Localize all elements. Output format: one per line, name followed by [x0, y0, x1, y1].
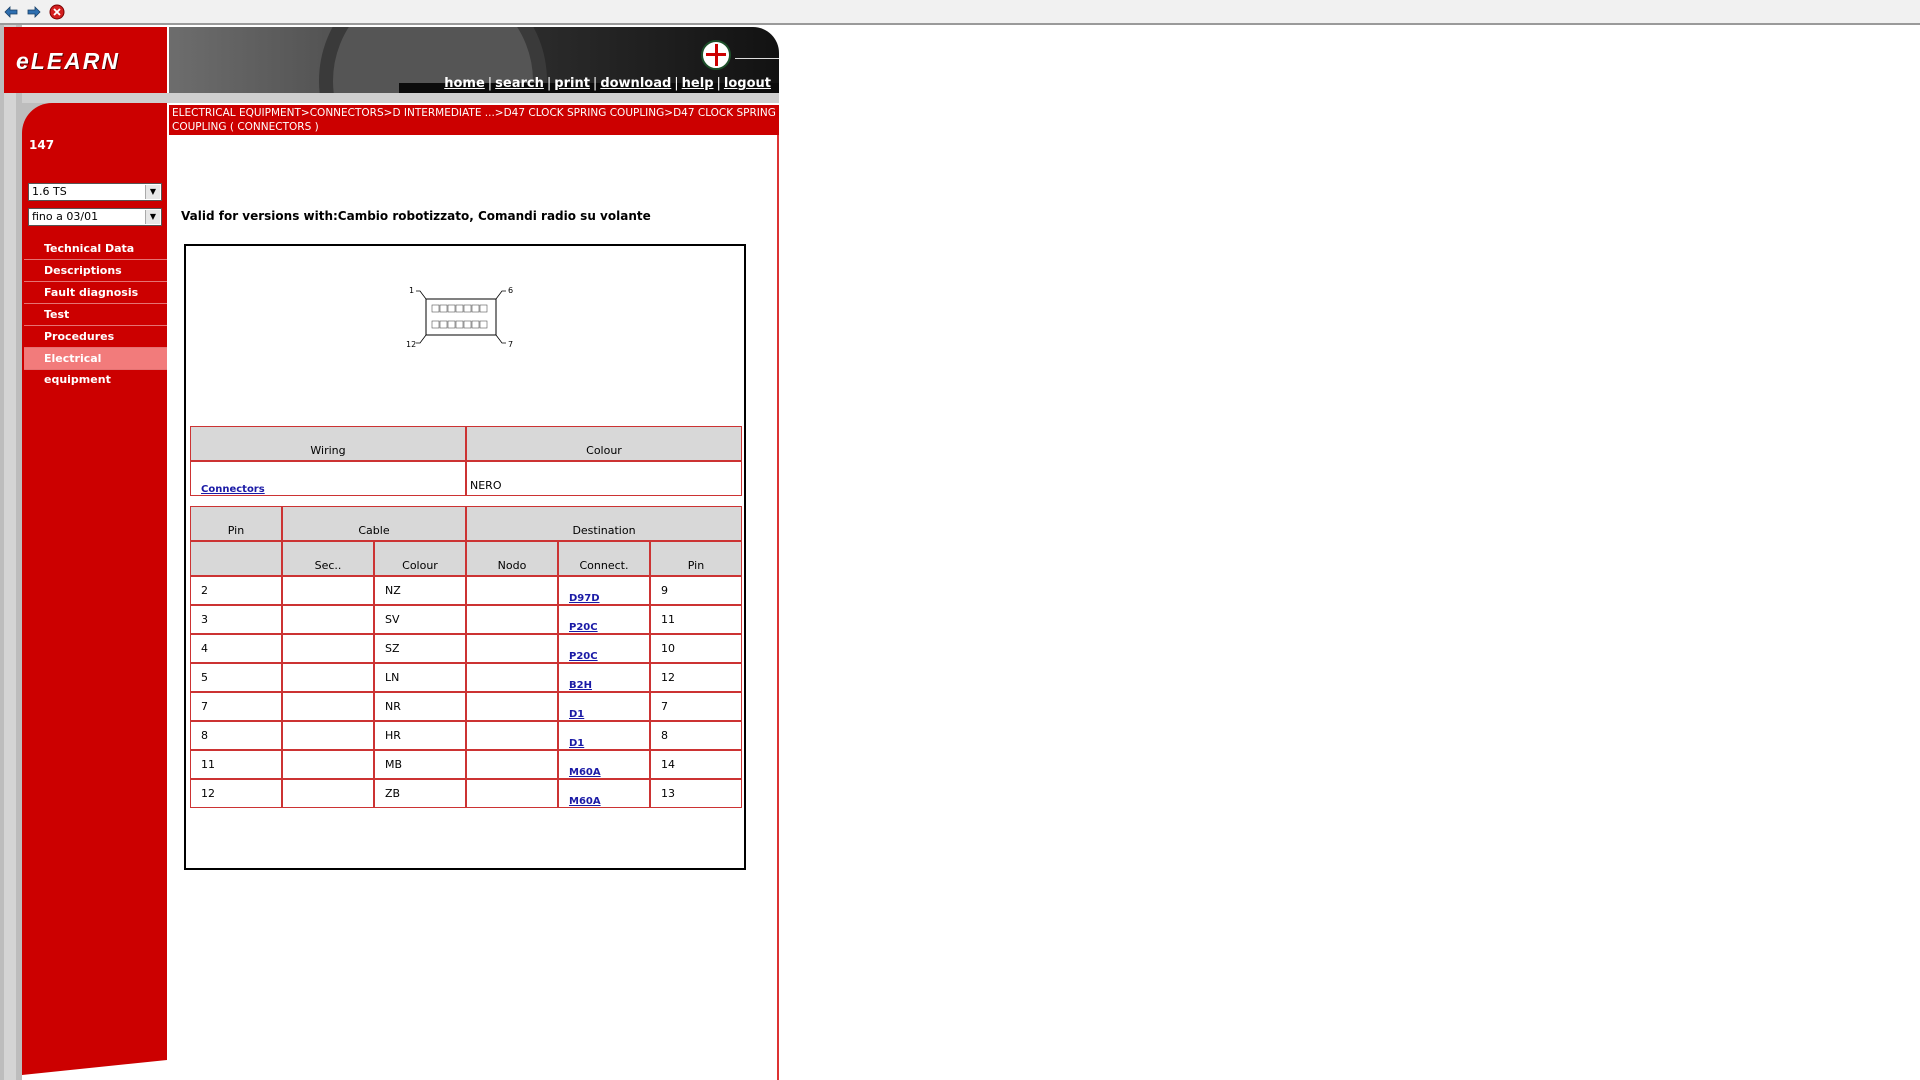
validity-text: Valid for versions with:Cambio robotizzato, Comandi radio su volante: [181, 209, 651, 223]
wiring-cell: [190, 461, 466, 496]
table-row: [190, 692, 742, 721]
wiring-colour-cell: NERO: [466, 461, 742, 496]
header-divider: [22, 93, 779, 103]
sidebar-curve: [22, 103, 167, 137]
sidebar-menu: [24, 238, 167, 386]
colour-cell: HR: [374, 721, 466, 750]
dest-pin-cell: 10: [650, 634, 742, 663]
colour-cell: NR: [374, 692, 466, 721]
connector-link[interactable]: D1: [569, 738, 585, 749]
nav-separator: |: [546, 76, 552, 91]
colour-header: Colour: [466, 426, 742, 461]
table-row: [190, 750, 742, 779]
colour-cell: SZ: [374, 634, 466, 663]
top-navigation: [444, 76, 771, 91]
chevron-down-icon[interactable]: ▼: [145, 185, 160, 199]
nav-separator: |: [674, 76, 679, 91]
colour-cell: LN: [374, 663, 466, 692]
sec-cell: [282, 721, 374, 750]
chevron-down-icon[interactable]: ▼: [145, 210, 160, 224]
connect-cell: [558, 634, 650, 663]
colour-cell: MB: [374, 750, 466, 779]
sidebar-item-procedures[interactable]: Procedures: [24, 326, 167, 348]
pin-cell: 7: [190, 692, 282, 721]
nodo-cell: [466, 663, 558, 692]
destination-header: Destination: [466, 506, 742, 541]
nodo-cell: [466, 692, 558, 721]
pin-cell: 2: [190, 576, 282, 605]
nodo-cell: [466, 605, 558, 634]
connect-cell: [558, 605, 650, 634]
table-row: [190, 779, 742, 808]
nodo-cell: [466, 750, 558, 779]
connector-panel: [184, 244, 746, 870]
connector-link[interactable]: B2H: [569, 680, 592, 691]
colour-cell: SV: [374, 605, 466, 634]
content-border: [777, 135, 779, 1080]
dest-pin-cell: 7: [650, 692, 742, 721]
pin-table-group-header-row: [190, 506, 742, 541]
sidebar-bottom-tab: [22, 1060, 167, 1075]
date-range-select[interactable]: [28, 208, 162, 226]
pin-cell: 5: [190, 663, 282, 692]
engine-select-value: 1.6 TS: [32, 185, 67, 198]
nav-separator: |: [716, 76, 721, 91]
colour-cell: NZ: [374, 576, 466, 605]
sidebar-item-test[interactable]: Test: [24, 304, 167, 326]
dest-pin-cell: 8: [650, 721, 742, 750]
pin-label-top-left: 1: [409, 286, 415, 295]
wiring-row: [190, 461, 742, 496]
connect-cell: [558, 663, 650, 692]
connect-cell: [558, 692, 650, 721]
table-row: [190, 605, 742, 634]
connect-cell: [558, 721, 650, 750]
nodo-cell: [466, 634, 558, 663]
pin-label-top-right: 6: [508, 286, 514, 295]
sec-cell: [282, 663, 374, 692]
cable-header: Cable: [282, 506, 466, 541]
sec-header: Sec..: [282, 541, 374, 576]
sec-cell: [282, 634, 374, 663]
nav-home-link[interactable]: home: [444, 76, 485, 91]
table-row: [190, 663, 742, 692]
nodo-cell: [466, 721, 558, 750]
nav-download-link[interactable]: download: [600, 76, 672, 91]
pin-table-body: [190, 576, 742, 808]
sidebar-item-electrical-equipment[interactable]: Electrical equipment: [24, 348, 167, 370]
pin-cell: 3: [190, 605, 282, 634]
forward-arrow-icon[interactable]: [27, 5, 41, 19]
elearn-logo: [4, 27, 167, 93]
nav-help-link[interactable]: help: [681, 76, 714, 91]
connect-cell: [558, 576, 650, 605]
sidebar-item-fault-diagnosis[interactable]: Fault diagnosis: [24, 282, 167, 304]
colour-cell: ZB: [374, 779, 466, 808]
sec-cell: [282, 605, 374, 634]
sec-cell: [282, 576, 374, 605]
connect-header: Connect.: [558, 541, 650, 576]
sec-cell: [282, 750, 374, 779]
table-row: [190, 634, 742, 663]
connector-link[interactable]: P20C: [569, 622, 598, 633]
nodo-cell: [466, 779, 558, 808]
dest-pin-cell: 11: [650, 605, 742, 634]
connect-cell: [558, 750, 650, 779]
model-label: 147: [29, 138, 55, 152]
nav-logout-link[interactable]: logout: [723, 76, 771, 91]
dest-pin-header: Pin: [650, 541, 742, 576]
wiring-header: Wiring: [190, 426, 466, 461]
pin-cell: 8: [190, 721, 282, 750]
pin-label-bottom-left: 12: [406, 340, 417, 349]
connector-link[interactable]: P20C: [569, 651, 598, 662]
wiring-header-row: [190, 426, 742, 461]
wiring-table: [190, 426, 742, 496]
pin-cell: 4: [190, 634, 282, 663]
connector-link[interactable]: M60A: [569, 767, 601, 778]
pin-cell: 11: [190, 750, 282, 779]
alfa-romeo-badge-icon: [701, 40, 731, 70]
nav-search-link[interactable]: search: [495, 76, 544, 91]
nav-separator: |: [487, 76, 493, 91]
nav-print-link[interactable]: print: [554, 76, 590, 91]
engine-select[interactable]: [28, 183, 162, 201]
pin-cell: 12: [190, 779, 282, 808]
left-gutter-inner: [4, 25, 16, 1080]
connectors-link[interactable]: Connectors: [201, 484, 265, 495]
table-row: [190, 721, 742, 750]
breadcrumb: ELECTRICAL EQUIPMENT>CONNECTORS>D INTERMEDIATE ...>D47 CLOCK SPRING COUPLING>D47 CLOCK SPRING COUPLING ( CONNECTORS ): [169, 105, 779, 135]
nodo-cell: [466, 576, 558, 605]
browser-toolbar: [0, 0, 1920, 25]
connect-cell: [558, 779, 650, 808]
sec-cell: [282, 692, 374, 721]
sidebar-item-technical-data[interactable]: Technical Data: [24, 238, 167, 260]
back-arrow-icon[interactable]: [4, 5, 18, 19]
dest-pin-cell: 12: [650, 663, 742, 692]
connector-link[interactable]: D97D: [569, 593, 600, 604]
badge-line: [735, 58, 779, 59]
sec-cell: [282, 779, 374, 808]
dest-pin-cell: 13: [650, 779, 742, 808]
nav-separator: |: [592, 76, 598, 91]
pin-label-bottom-right: 7: [508, 340, 514, 349]
dest-pin-cell: 9: [650, 576, 742, 605]
close-icon[interactable]: [49, 4, 65, 20]
nodo-header: Nodo: [466, 541, 558, 576]
pin-table-sub-header-row: [190, 541, 742, 576]
pin-header: Pin: [190, 506, 282, 541]
table-row: [190, 576, 742, 605]
date-range-select-value: fino a 03/01: [32, 210, 99, 223]
dest-pin-cell: 14: [650, 750, 742, 779]
header-banner: [169, 27, 779, 93]
pin-subheader-empty: [190, 541, 282, 576]
connector-diagram: [406, 281, 516, 361]
pin-table: [190, 506, 742, 808]
connector-link[interactable]: D1: [569, 709, 585, 720]
cable-colour-header: Colour: [374, 541, 466, 576]
logo-text: eLEARN: [16, 48, 121, 74]
sidebar-item-descriptions[interactable]: Descriptions: [24, 260, 167, 282]
connector-link[interactable]: M60A: [569, 796, 601, 807]
